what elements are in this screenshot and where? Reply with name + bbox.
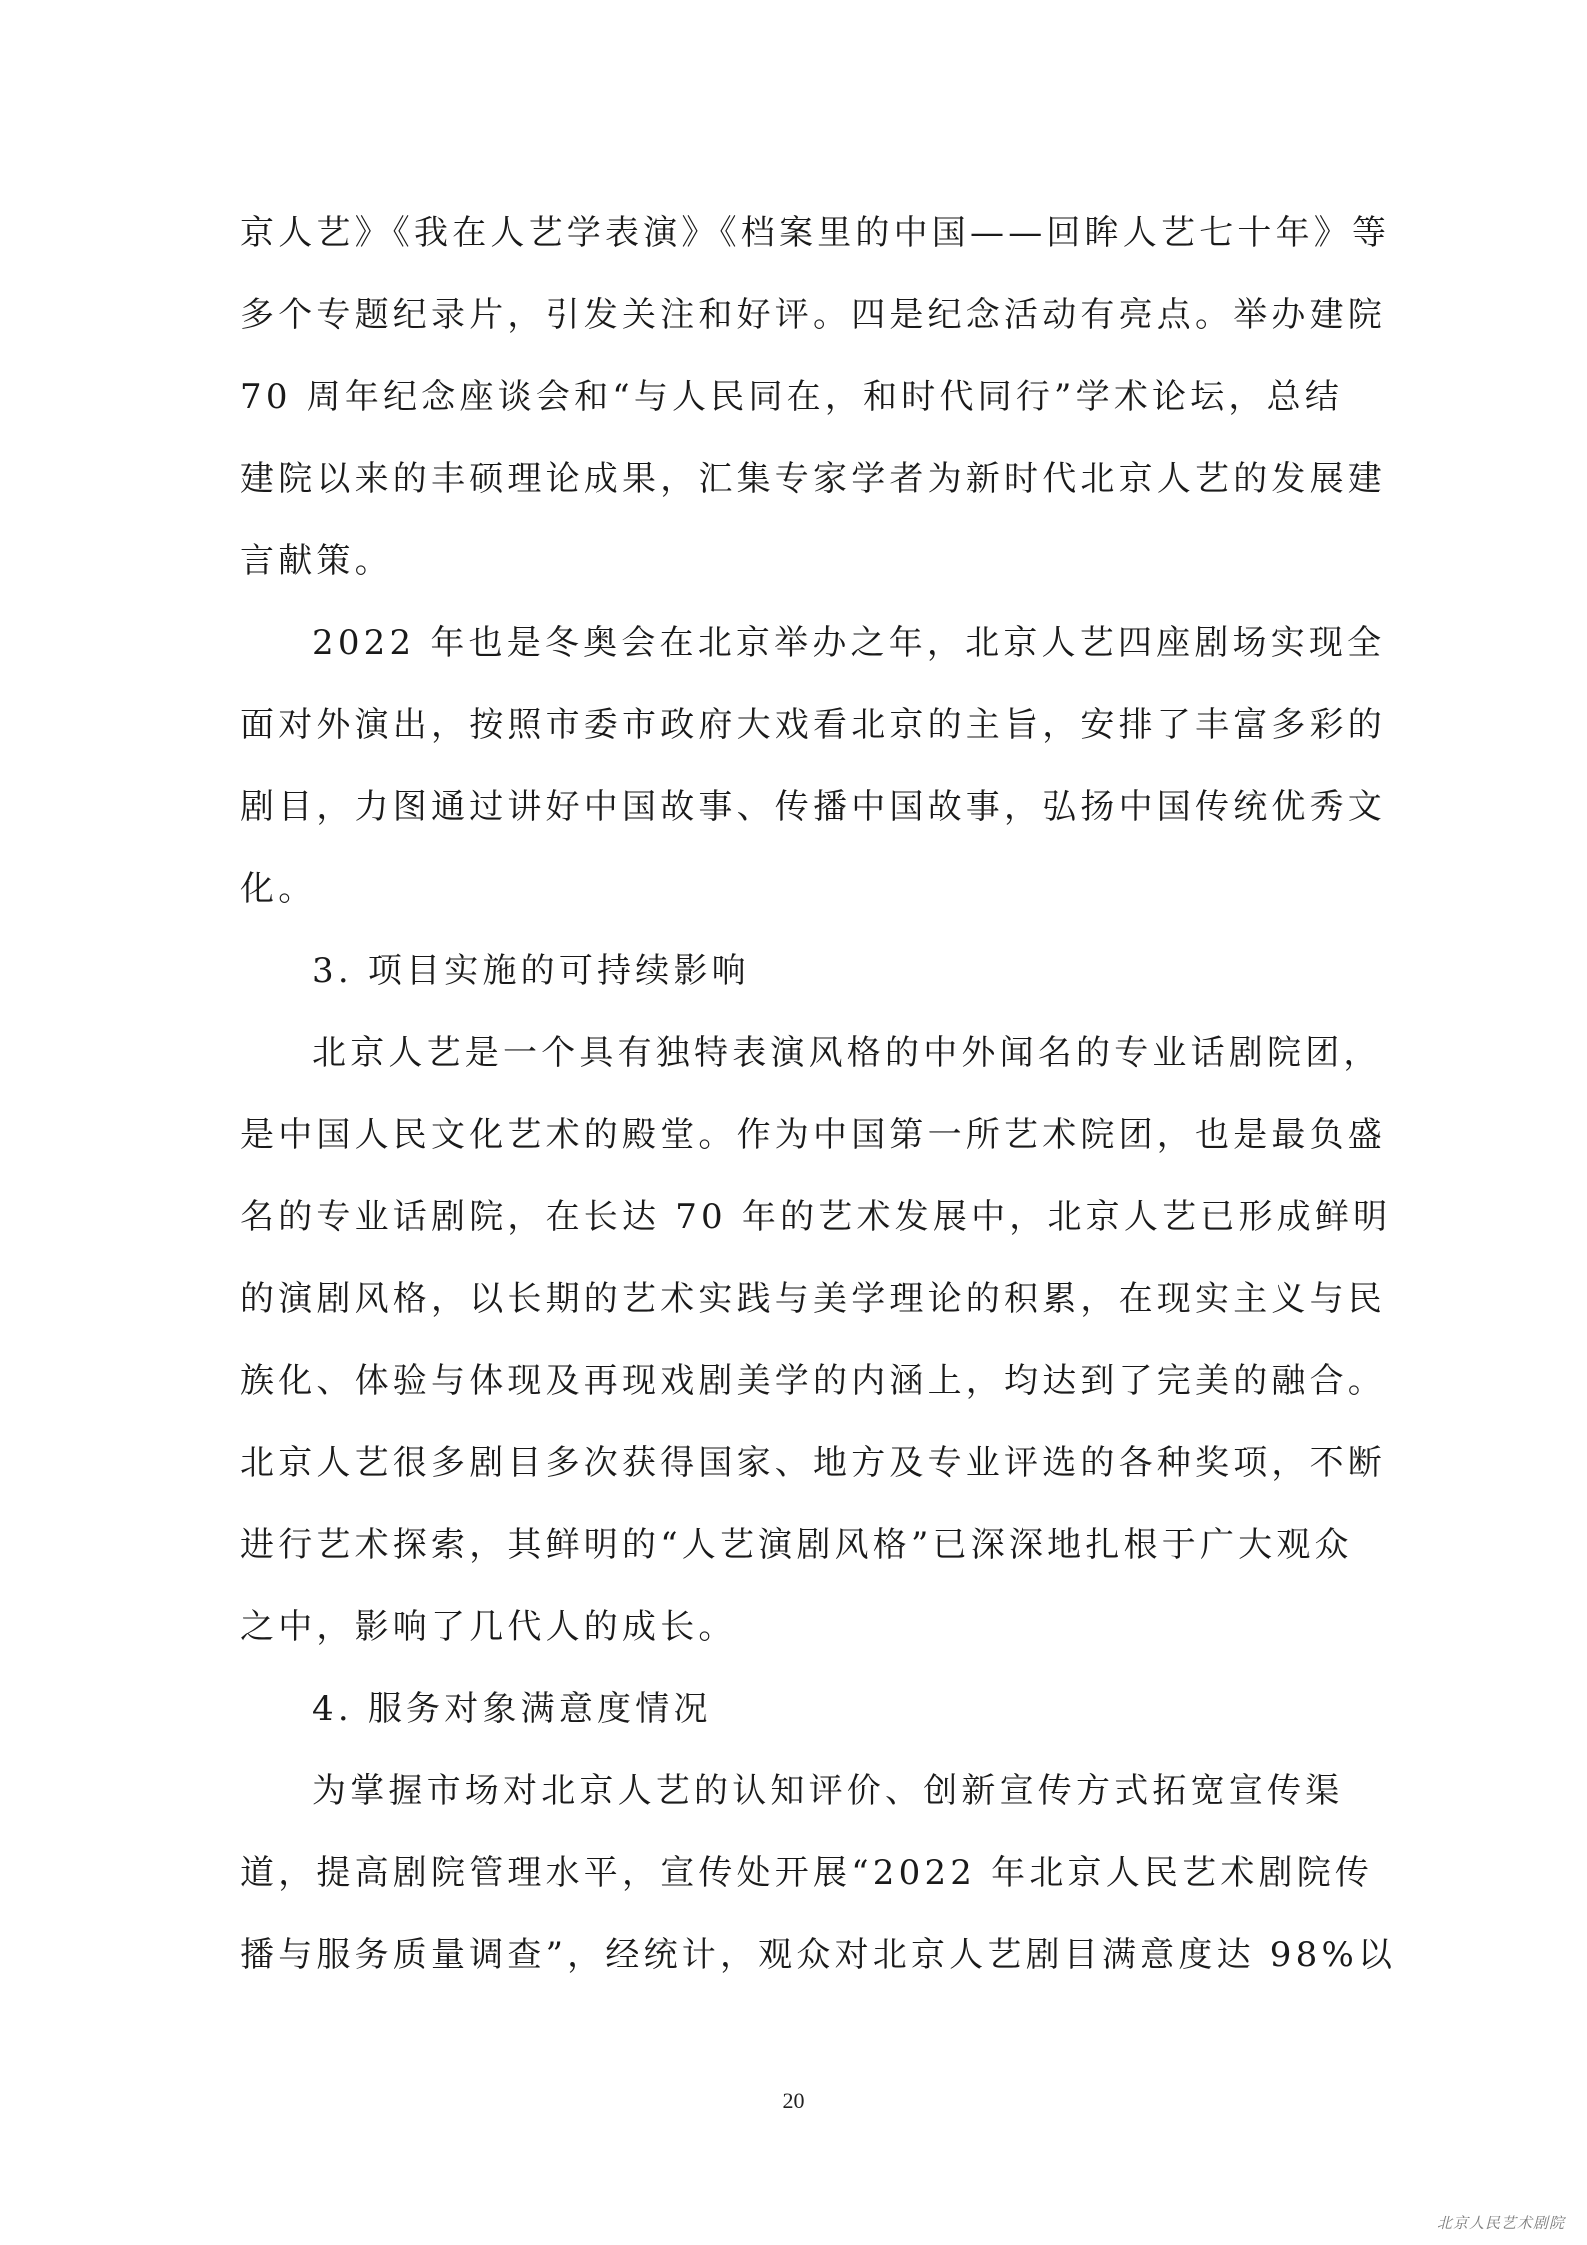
text-line: 为掌握市场对北京人艺的认知评价、创新宣传方式拓宽宣传渠 xyxy=(312,1771,1344,1811)
text-line: 化。 xyxy=(240,869,317,909)
text-line: 面对外演出，按照市委市政府大戏看北京的主旨，安排了丰富多彩的 xyxy=(240,705,1386,745)
text-line: 是中国人民文化艺术的殿堂。作为中国第一所艺术院团，也是最负盛 xyxy=(240,1115,1386,1155)
text-line: 进行艺术探索，其鲜明的“人艺演剧风格”已深深地扎根于广大观众 xyxy=(240,1525,1353,1565)
section-heading: 4. 服务对象满意度情况 xyxy=(312,1689,712,1729)
text-line: 建院以来的丰硕理论成果，汇集专家学者为新时代北京人艺的发展建 xyxy=(240,459,1386,499)
section-heading-3 xyxy=(240,930,1344,1012)
section-heading: 3. 项目实施的可持续影响 xyxy=(312,951,750,991)
watermark: 北京人民艺术剧院 xyxy=(1436,2214,1565,2232)
text-line: 京人艺》《我在人艺学表演》《档案里的中国——回眸人艺七十年》等 xyxy=(240,213,1391,253)
text-line: 名的专业话剧院，在长达 70 年的艺术发展中，北京人艺已形成鲜明 xyxy=(240,1197,1392,1237)
text-line: 道，提高剧院管理水平，宣传处开展“2022 年北京人民艺术剧院传 xyxy=(240,1853,1374,1893)
text-line: 多个专题纪录片，引发关注和好评。四是纪念活动有亮点。举办建院 xyxy=(240,295,1386,335)
text-line: 的演剧风格，以长期的艺术实践与美学理论的积累，在现实主义与民 xyxy=(240,1279,1386,1319)
section-heading-4 xyxy=(240,1668,1344,1750)
text-line: 北京人艺很多剧目多次获得国家、地方及专业评选的各种奖项，不断 xyxy=(240,1443,1386,1483)
text-line: 剧目，力图通过讲好中国故事、传播中国故事，弘扬中国传统优秀文 xyxy=(240,787,1386,827)
paragraph-4 xyxy=(240,1750,1397,1996)
text-line: 播与服务质量调查”，经统计，观众对北京人艺剧目满意度达 98%以 xyxy=(240,1935,1397,1975)
text-line: 族化、体验与体现及再现戏剧美学的内涵上，均达到了完美的融合。 xyxy=(240,1361,1386,1401)
text-line: 之中，影响了几代人的成长。 xyxy=(240,1607,737,1647)
page-number: 20 xyxy=(782,2088,805,2113)
paragraph-3 xyxy=(240,1012,1392,1668)
paragraph-2 xyxy=(240,602,1386,930)
text-line: 70 周年纪念座谈会和“与人民同在，和时代同行”学术论坛，总结 xyxy=(240,377,1344,417)
text-line: 2022 年也是冬奥会在北京举办之年，北京人艺四座剧场实现全 xyxy=(312,623,1386,663)
text-line: 北京人艺是一个具有独特表演风格的中外闻名的专业话剧院团， xyxy=(312,1033,1382,1073)
text-line: 言献策。 xyxy=(240,541,393,581)
paragraph-1 xyxy=(240,192,1391,602)
